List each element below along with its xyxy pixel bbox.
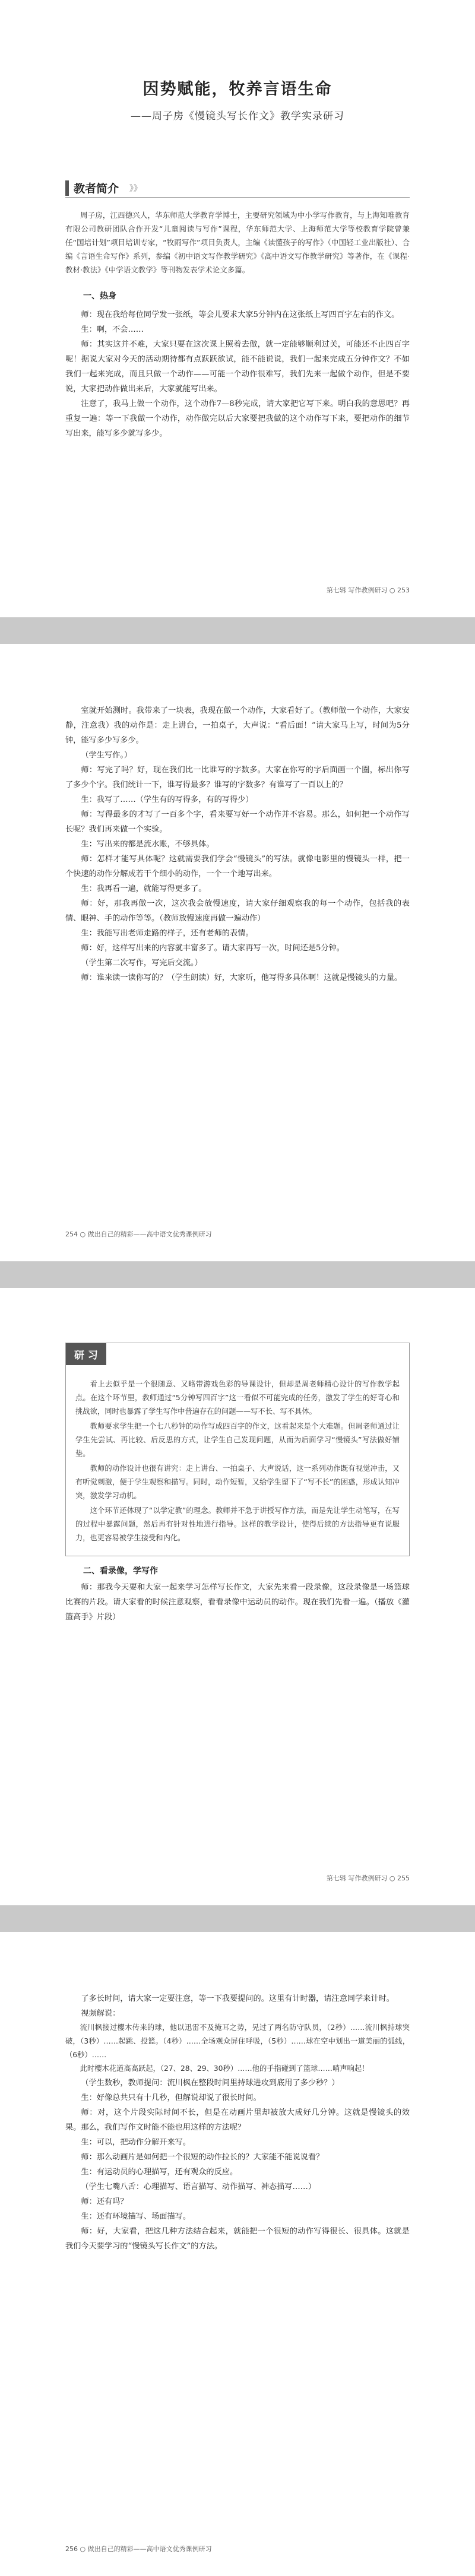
paragraph: 师：还有吗？ (81, 2197, 128, 2206)
paragraph: 师：怎样才能写具体呢？这就需要我们学会“慢镜头”的写法。就像电影里的慢镜头一样，把一个快速的动作分解成若干个细小的动作，一个一个地写出来。 (65, 855, 410, 878)
study-box-heading (75, 1352, 400, 1369)
page-3 (0, 1288, 475, 1905)
paragraph: 生：我写了……（学生有的写得多，有的写得少） (81, 795, 254, 804)
paragraph: 注意了，我马上做一个动作，这个动作7—8秒完成，请大家把它写下来。明白我的意思吧？再重复一遍：等一下我做一个动作，动作做完以后大家要把我做的这个动作写下来，要把动作的细节写出来，能写多少就写多少。 (65, 399, 410, 438)
paragraph: 师：写完了吗？好，现在我们比一比谁写的字数多。大家在你写的字后面画一个圈，标出你写了多少个字。我们统计一下，谁写得最多？谁写的字数多？有谁写了一百以上的？ (65, 766, 410, 789)
paragraph: 师：现在我给每位同学发一张纸，等会儿要求大家5分钟内在这张纸上写四百字左右的作文。 (81, 310, 400, 319)
section-title-warmup: 一、热身 (83, 291, 116, 301)
page-footer: 256 ○ 做出自己的精彩——高中语文优秀课例研习 (65, 2545, 212, 2553)
video-commentary-label: 视频解说： (81, 2009, 121, 2018)
chevron-decoration-icon: 》》 (129, 184, 142, 193)
paragraph: 生：写出来的都是流水账，不够具体。 (81, 840, 214, 849)
study-paragraph: 这个环节还体现了“以学定教”的理念。教师并不急于讲授写作方法，而是先让学生动笔写，在写的过程中暴露问题，然后再有针对性地进行指导。这样的教学设计，使得后续的方法指导更有说服力，也更容易被学生接受和内化。 (75, 1506, 400, 1542)
intro-text: 周子房，江西德兴人，华东师范大学教育学博士，主要研究领域为中小学写作教育，与上海知唯教育有限公司教研团队合作开发“儿童阅读与写作”课程，华东师范大学、上海师范大学等校教育学院曾兼任“国培计划”项目培训专家，“牧雨写作”项目负责人，主编《读懂孩子的写作》（中国轻工业出版社）、合编《言语生命写作》系列，参编《初中语文写作教学研究》《高中语文写作教学研究》等著作，在《课程·教材·教法》《中学语文教学》等刊物发表学术论文多篇。 (65, 211, 410, 274)
paragraph: （学生第二次写作，写完后交流。） (81, 959, 202, 967)
paragraph: 生：啊，不会…… (81, 325, 144, 334)
intro-label: 教者简介 (74, 182, 119, 195)
paragraph: （学生数秒，教师提问：流川枫在整段时间里持球进攻到底用了多少秒？） (81, 2079, 340, 2088)
article-subtitle: ——周子房《慢镜头写长作文》教学实录研习 (131, 110, 344, 122)
paragraph: 师：写得最多的才写了一百多个字，看来要写好一个动作并不容易。那么，如何把一个动作写长呢？我们再来做一个实验。 (65, 810, 410, 834)
page-footer: 第七辑 写作教例研习 ○ 253 (326, 586, 410, 594)
page-1 (0, 0, 475, 617)
video-commentary: 此时樱木花道高高跃起，（27、28、29、30秒）……他的手指碰到了篮球……哨声响起！ (80, 2064, 369, 2073)
section-title-video: 二、看录像，学写作 (83, 1566, 158, 1576)
paragraph: 师：对，这个片段实际时间不长，但是在动画片里却被放大成好几分钟。这就是慢镜头的效果。那么，我们写作文时能不能也用这样的方法呢？ (65, 2108, 410, 2132)
paragraph: 生：我能写出老师走路的样子，还有老师的表情。 (81, 929, 254, 938)
study-paragraph: 教师的动作设计也很有讲究：走上讲台、一拍桌子、大声说话，这一系列动作既有视觉冲击，又有听觉刺激，便于学生观察和描写。同时，动作短暂，又给学生留下了“写不长”的困惑，形成认知冲突，激发学习动机。 (75, 1464, 400, 1500)
video-commentary: 流川枫接过樱木传来的球，他以迅雷不及掩耳之势，晃过了两名防守队员，（2秒）……流川枫持球突破，（3秒）……起跳、投篮。（4秒）……全场观众屏住呼吸，（5秒）……球在空中划出一道美丽的弧线，（6秒）…… (65, 2023, 410, 2059)
study-paragraph: 教师要求学生把一个七八秒钟的动作写成四百字的作文，这看起来是个大难题。但周老师通过让学生先尝试、再比较、后反思的方式，让学生自己发现问题，从而为后面学习“慢镜头”写法做好铺垫。 (75, 1422, 400, 1458)
paragraph: 师：其实这并不难，大家只要在这次课上照着去做，就一定能够顺利过关，可能还不止四百字呢！据说大家对今天的活动期待都有点跃跃欲试，能不能说说，我们一起来完成五分钟作文？不如我们一起来完成，而且只做一个动作——可能一个动作很难写，我们先来一起做个动作，但是不要说，大家把动作做出来后，大家就能写出来。 (65, 340, 410, 394)
heading-rule (65, 197, 410, 198)
paragraph: （学生写作。） (81, 751, 132, 760)
paragraph: 师：那么动画片是如何把一个很短的动作拉长的？大家能不能说说看？ (81, 2153, 324, 2162)
paragraph: 生：可以，把动作分解开来写。 (81, 2138, 191, 2147)
study-paragraph: 看上去似乎是一个很随意、又略带游戏色彩的导课设计，但却是周老师精心设计的写作教学起点。在这个环节里，教师通过“5分钟写四百字”这一看似不可能完成的任务，激发了学生的好奇心和挑战欲，同时也暴露了学生写作中普遍存在的问题——写不长、写不具体。 (75, 1380, 400, 1416)
page-2 (0, 644, 475, 1261)
paragraph: 生：有运动员的心理描写，还有观众的反应。 (81, 2168, 238, 2177)
intro-heading (65, 179, 410, 198)
page-footer: 第七辑 写作教例研习 ○ 255 (326, 1874, 410, 1882)
heading-bar (65, 180, 69, 196)
paragraph: 师：好，那我再做一次，这次我会放慢速度，请大家仔细观察我的每一个动作，包括我的表情、眼神、手的动作等等。（教师放慢速度再做一遍动作） (65, 899, 410, 923)
study-box (65, 1343, 410, 1556)
paragraph: 师：好，大家看，把这几种方法结合起来，就能把一个很短的动作写得很长、很具体。这就是我们今天要学习的“慢镜头写长作文”的方法。 (65, 2227, 410, 2251)
paragraph: 生：我再看一遍，就能写得更多了。 (81, 884, 207, 893)
paragraph: 师：那我今天要和大家一起来学习怎样写长作文，大家先来看一段录像，这段录像是一场篮球比赛的片段。请大家看的时候注意观察，看看录像中运动员的动作。现在我们先看一遍。（播放《灌篮高手》片段） (65, 1583, 410, 1622)
page-footer: 254 ○ 做出自己的精彩——高中语文优秀课例研习 (65, 1230, 212, 1238)
article-title: 因势赋能，牧养言语生命 (142, 80, 332, 99)
paragraph: 室就开始测时。我带来了一块表，我现在做一个动作，大家看好了。（教师做一个动作，大家安静，注意我）我的动作是：走上讲台，一拍桌子，大声说：“看后面！”请大家马上写，时间为5分钟，能写多少写多少。 (65, 706, 410, 745)
paragraph: 了多长时间，请大家一定要注意，等一下我要提问的。这里有计时器，请注意同学来计时。 (81, 1994, 394, 2003)
page-4 (0, 1932, 475, 2576)
paragraph: 师：好，这样写出来的内容就丰富多了。请大家再写一次，时间还是5分钟。 (81, 944, 344, 953)
paragraph: 生：好像总共只有十几秒，但解说却说了很长时间。 (81, 2093, 261, 2102)
study-tag: 研 习 (66, 1343, 106, 1365)
paragraph: 生：还有环境描写、场面描写。 (81, 2212, 191, 2221)
paragraph: 师：谁来读一读你写的？（学生朗读）好，大家听，他写得多具体啊！这就是慢镜头的力量。 (81, 973, 403, 982)
paragraph: （学生七嘴八舌：心理描写、语言描写、动作描写、神态描写……） (81, 2182, 316, 2191)
